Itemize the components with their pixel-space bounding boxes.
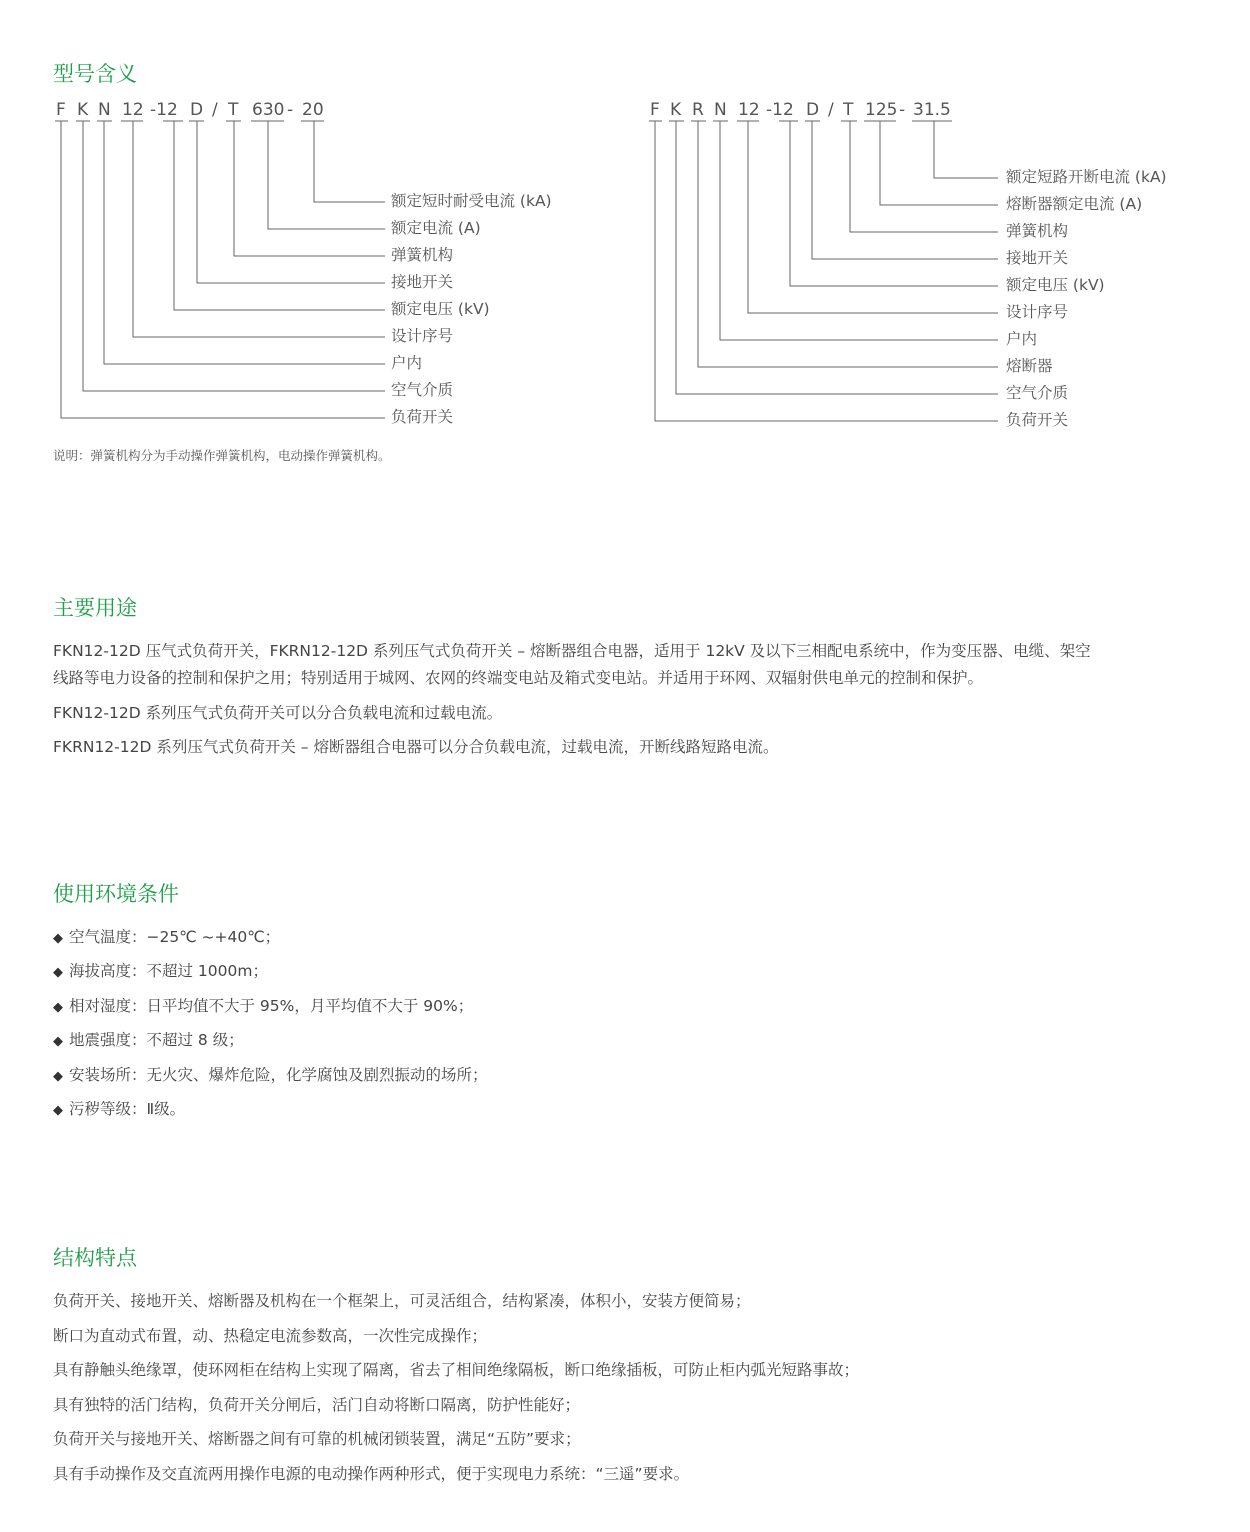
left-code-token: N — [98, 100, 111, 120]
environment-item — [53, 996, 473, 1018]
right-label: 接地开关 — [1006, 249, 1069, 267]
left-code-token: F — [56, 100, 66, 120]
right-label: 户内 — [1006, 330, 1038, 348]
structure-item: 负荷开关与接地开关、熔断器之间有可靠的机械闭锁装置，满足“五防”要求； — [53, 1430, 581, 1448]
left-label: 额定短时耐受电流 (kA) — [391, 192, 552, 210]
diamond-bullet-icon: ◆ — [53, 1000, 63, 1015]
left-label: 弹簧机构 — [391, 246, 454, 264]
right-code-token: 125 — [865, 100, 898, 120]
structure-item: 具有手动操作及交直流两用操作电源的电动操作两种形式，便于实现电力系统：“三遥”要求。 — [53, 1465, 690, 1483]
right-code-token: R — [692, 100, 704, 120]
right-label: 空气介质 — [1006, 384, 1069, 402]
right-label: 额定电压 (kV) — [1006, 276, 1105, 294]
left-code-token: K — [77, 100, 89, 120]
left-label: 户内 — [391, 354, 423, 372]
diamond-bullet-icon: ◆ — [53, 931, 63, 946]
structure-item: 断口为直动式布置，动、热稳定电流参数高，一次性完成操作； — [53, 1327, 488, 1345]
right-code-token: N — [714, 100, 727, 120]
diamond-bullet-icon: ◆ — [53, 965, 63, 980]
right-code-token: 12 — [738, 100, 760, 120]
right-code-token: F — [650, 100, 660, 120]
structure-item: 具有静触头绝缘罩，使环网柜在结构上实现了隔离，省去了相间绝缘隔板，断口绝缘插板，可防止柜内弧光短路事故； — [53, 1361, 860, 1379]
environment-item-text: 相对湿度：日平均值不大于 95%，月平均值不大于 90%； — [69, 997, 474, 1015]
left-code-token: 20 — [302, 100, 324, 120]
section-title-model: 型号含义 — [53, 62, 137, 86]
usage-line: 线路等电力设备的控制和保护之用；特别适用于城网、农网的终端变电站及箱式变电站。并适用于环网、双辐射供电单元的控制和保护。 — [53, 669, 984, 687]
section-title-structure: 结构特点 — [53, 1246, 137, 1270]
environment-item — [53, 961, 268, 983]
right-code-token: T — [843, 100, 854, 120]
left-label: 额定电压 (kV) — [391, 300, 490, 318]
right-label: 负荷开关 — [1006, 411, 1069, 429]
diamond-bullet-icon: ◆ — [53, 1103, 63, 1118]
left-label: 负荷开关 — [391, 408, 454, 426]
environment-item — [53, 1065, 488, 1087]
left-code-token: 630 — [252, 100, 285, 120]
diamond-bullet-icon: ◆ — [53, 1069, 63, 1084]
right-code-token: K — [670, 100, 682, 120]
right-label: 额定短路开断电流 (kA) — [1006, 168, 1167, 186]
left-label: 空气介质 — [391, 381, 454, 399]
left-label: 额定电流 (A) — [391, 219, 481, 237]
right-label: 熔断器 — [1006, 357, 1053, 375]
left-code-token: -12 — [150, 100, 178, 120]
model-note: 说明：弹簧机构分为手动操作弹簧机构，电动操作弹簧机构。 — [53, 448, 391, 463]
right-code-token: -12 — [766, 100, 794, 120]
section-title-environment: 使用环境条件 — [53, 882, 179, 906]
right-code-token: D — [806, 100, 820, 120]
environment-item-text: 地震强度：不超过 8 级； — [69, 1031, 244, 1049]
usage-line: FKN12-12D 系列压气式负荷开关可以分合负载电流和过载电流。 — [53, 704, 503, 722]
usage-line: FKRN12-12D 系列压气式负荷开关 – 熔断器组合电器可以分合负载电流，过载电流，开断线路短路电流。 — [53, 738, 779, 756]
right-label: 熔断器额定电流 (A) — [1006, 195, 1143, 213]
usage-line: FKN12-12D 压气式负荷开关，FKRN12-12D 系列压气式负荷开关 – 熔断器组合电器，适用于 12kV 及以下三相配电系统中，作为变压器、电缆、架空 — [53, 642, 1091, 660]
right-code-token: / — [828, 100, 834, 120]
right-code-token: 31.5 — [913, 100, 951, 120]
environment-item-text: 空气温度：−25℃ ~+40℃； — [69, 928, 281, 946]
environment-item-text: 安装场所：无火灾、爆炸危险，化学腐蚀及剧烈振动的场所； — [69, 1066, 488, 1084]
left-label: 接地开关 — [391, 273, 454, 291]
section-title-usage: 主要用途 — [53, 596, 137, 620]
model-diagram-lines — [0, 0, 1250, 480]
left-code-token: - — [287, 100, 294, 120]
right-code-token: - — [899, 100, 906, 120]
left-label: 设计序号 — [391, 327, 454, 345]
structure-item: 负荷开关、接地开关、熔断器及机构在一个框架上，可灵活组合，结构紧凑，体积小，安装方便简易； — [53, 1292, 751, 1310]
environment-item — [53, 927, 280, 949]
right-label: 弹簧机构 — [1006, 222, 1069, 240]
structure-item: 具有独特的活门结构，负荷开关分闸后，活门自动将断口隔离，防护性能好； — [53, 1396, 581, 1414]
left-code-token: T — [228, 100, 239, 120]
diamond-bullet-icon: ◆ — [53, 1034, 63, 1049]
left-code-token: D — [190, 100, 204, 120]
left-code-token: 12 — [122, 100, 144, 120]
environment-item-text: 污秽等级：Ⅱ级。 — [69, 1100, 186, 1118]
environment-item — [53, 1030, 244, 1052]
left-code-token: / — [212, 100, 218, 120]
right-label: 设计序号 — [1006, 303, 1069, 321]
environment-item — [53, 1099, 185, 1121]
environment-item-text: 海拔高度：不超过 1000m； — [69, 962, 268, 980]
